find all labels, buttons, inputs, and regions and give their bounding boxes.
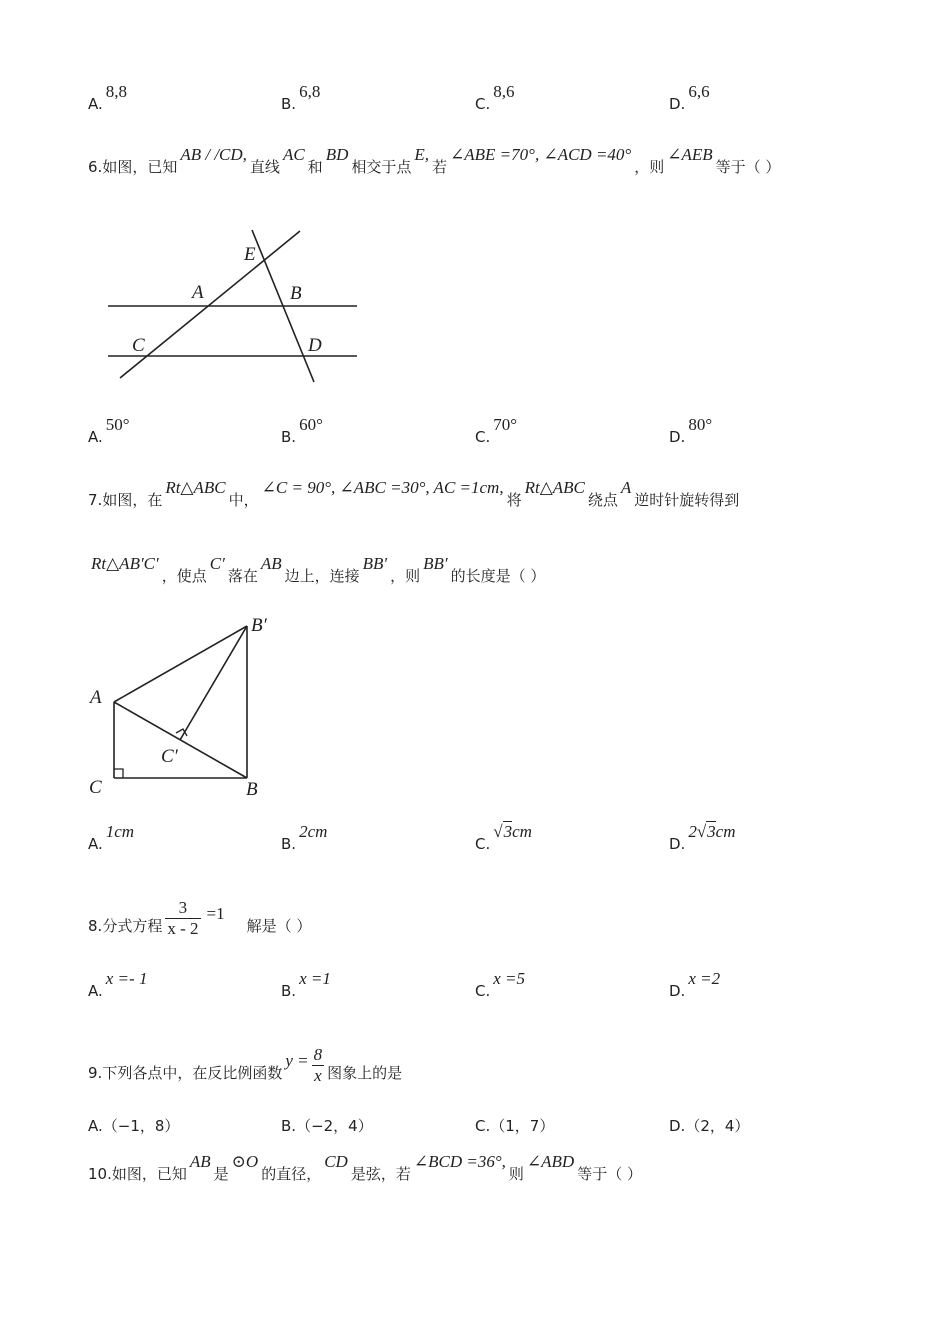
q8-text-1: 分式方程 <box>102 917 163 935</box>
option-radicand: 3 <box>707 822 716 841</box>
option-value <box>106 822 134 841</box>
q7-text-5: 逆时针旋转得到 <box>634 491 740 509</box>
q7-math-1: Rt△ABC <box>165 478 226 497</box>
option-value: （−2，4） <box>296 1117 373 1135</box>
q6-text-2: 直线 <box>249 158 280 176</box>
option-value <box>299 822 327 841</box>
q7-text-7: 落在 <box>227 567 258 585</box>
label-e: E <box>244 244 256 265</box>
q7-text-10: 的长度是（ ） <box>450 567 546 585</box>
fraction-numerator: 3 <box>178 898 188 917</box>
option-label: B. <box>281 1117 297 1135</box>
q8-equals: =1 <box>206 904 225 923</box>
q7-option-c[interactable] <box>475 822 535 854</box>
option-value: x =5 <box>493 969 526 988</box>
q9-fraction <box>312 1045 325 1086</box>
option-label: D. <box>669 428 686 446</box>
q7-question-line2 <box>88 554 546 586</box>
q10-math-1: AB <box>189 1152 211 1171</box>
label-a: A <box>192 282 204 303</box>
q10-math-3: CD <box>324 1152 348 1171</box>
label-c-prime: C′ <box>161 746 178 767</box>
q10-question <box>88 1152 642 1184</box>
option-label: A. <box>88 982 103 1000</box>
q7-math-8: BB′ <box>362 554 388 573</box>
q10-text-2: 是 <box>213 1165 229 1183</box>
option-label: D. <box>669 835 686 853</box>
option-label: C. <box>475 1117 491 1135</box>
option-label: D. <box>669 982 686 1000</box>
q9-lhs: y = <box>285 1051 309 1070</box>
label-a: A <box>90 687 102 708</box>
question-number: 7. <box>88 491 103 509</box>
q7-math-4: A <box>620 478 632 497</box>
q7-text-6: ，使点 <box>161 567 207 585</box>
q6-text-4: 相交于点 <box>351 158 412 176</box>
label-c: C <box>89 777 102 798</box>
option-label: D. <box>669 95 686 113</box>
q6-text-5: 若 <box>432 158 448 176</box>
q7-text-3: 将 <box>506 491 522 509</box>
q9-option-b[interactable] <box>281 1115 373 1136</box>
q7-option-b[interactable] <box>281 822 330 854</box>
q10-text-5: 则 <box>508 1165 524 1183</box>
q6-option-c[interactable] <box>475 415 520 447</box>
q7-text-2: 中， <box>228 491 259 509</box>
q7-text-4: 绕点 <box>587 491 618 509</box>
question-number: 6. <box>88 158 103 176</box>
question-number: 8. <box>88 917 103 935</box>
option-label: A. <box>88 835 103 853</box>
q10-math-5: ∠ABD <box>526 1152 575 1171</box>
option-label: B. <box>281 95 297 113</box>
q7-option-d[interactable] <box>669 822 739 854</box>
q7-math-3: Rt△ABC <box>524 478 585 497</box>
option-label: A. <box>88 95 103 113</box>
q9-text-1: 下列各点中，在反比例函数 <box>102 1064 283 1082</box>
fraction-denominator: x - 2 <box>167 919 199 938</box>
q8-text-2: 解是（ ） <box>246 917 312 935</box>
label-b: B <box>290 283 302 304</box>
right-angle-mark-c <box>114 769 123 778</box>
segment-ab-prime <box>114 626 247 702</box>
q10-math-4: ∠BCD =36°, <box>413 1152 506 1171</box>
option-label: C. <box>475 428 491 446</box>
option-unit: 1cm <box>105 822 135 841</box>
q5-option-d[interactable] <box>669 82 713 114</box>
q6-math-3: BD <box>325 145 349 164</box>
q7-option-a[interactable] <box>88 822 137 854</box>
q8-fraction <box>165 898 200 939</box>
option-value: 70° <box>493 415 518 434</box>
q10-text-1: 如图，已知 <box>111 1165 187 1183</box>
q6-math-5: ∠ABE =70°, ∠ACD =40° <box>450 145 632 164</box>
q5-option-c[interactable] <box>475 82 518 114</box>
option-unit: 2cm <box>299 822 328 841</box>
fraction-numerator: 8 <box>313 1045 323 1064</box>
option-value: 8,6 <box>493 82 515 101</box>
q7-text-8: 边上，连接 <box>284 567 360 585</box>
q6-option-d[interactable] <box>669 415 715 447</box>
option-label: B. <box>281 982 297 1000</box>
q6-figure <box>100 220 370 390</box>
fraction-denominator: x <box>314 1066 322 1085</box>
option-value: 8,8 <box>105 82 128 101</box>
option-coef: √ <box>493 822 503 841</box>
label-b-prime: B′ <box>251 615 267 636</box>
label-c: C <box>132 335 145 356</box>
option-value: 6,8 <box>299 82 321 101</box>
q6-option-b[interactable] <box>281 415 326 447</box>
option-label: D. <box>669 1117 686 1135</box>
q7-math-9: BB′ <box>423 554 448 573</box>
q5-option-a[interactable] <box>88 82 130 114</box>
q10-text-4: 是弦，若 <box>350 1165 411 1183</box>
option-value: 80° <box>688 415 713 434</box>
q8-option-c[interactable] <box>475 969 528 1001</box>
option-label: C. <box>475 835 491 853</box>
q5-option-b[interactable] <box>281 82 323 114</box>
q9-question <box>88 1045 403 1094</box>
question-number: 9. <box>88 1064 103 1082</box>
q6-text-7: 等于（ ） <box>715 158 781 176</box>
q8-option-d[interactable] <box>669 969 723 1001</box>
option-value: （−1，8） <box>102 1117 180 1135</box>
option-value: （1，7） <box>490 1117 555 1135</box>
q9-option-c[interactable] <box>475 1115 554 1136</box>
option-label: B. <box>281 835 297 853</box>
q7-math-6: C′ <box>209 554 225 573</box>
q10-math-2: ⊙O <box>231 1152 259 1171</box>
option-unit: cm <box>715 822 736 841</box>
label-d: D <box>308 335 322 356</box>
option-value: x =2 <box>688 969 721 988</box>
q6-question <box>88 145 781 177</box>
q10-text-3: 的直径， <box>261 1165 322 1183</box>
q7-figure <box>80 605 280 805</box>
q8-question <box>88 898 312 947</box>
option-value: x =- 1 <box>105 969 148 988</box>
q7-text-9: ，则 <box>390 567 421 585</box>
option-value <box>688 822 735 841</box>
q8-option-a[interactable] <box>88 969 150 1001</box>
option-value: 6,6 <box>688 82 710 101</box>
option-label: C. <box>475 95 491 113</box>
q6-math-1: AB / /CD, <box>180 145 247 164</box>
option-radicand: 3 <box>503 822 513 841</box>
q7-question-line1 <box>88 478 740 510</box>
q6-option-a[interactable] <box>88 415 133 447</box>
q9-option-d[interactable] <box>669 1115 749 1136</box>
q10-text-6: 等于（ ） <box>577 1165 642 1183</box>
q8-option-b[interactable] <box>281 969 334 1001</box>
q6-text-6: ，则 <box>634 158 665 176</box>
option-unit: cm <box>512 822 532 841</box>
question-number: 10. <box>88 1165 112 1183</box>
option-value: （2，4） <box>685 1117 750 1135</box>
q7-math-2: ∠C = 90°, ∠ABC =30°, AC =1cm, <box>261 478 504 497</box>
q7-text-1: 如图，在 <box>102 491 163 509</box>
option-value: x =1 <box>299 969 331 988</box>
option-label: C. <box>475 982 491 1000</box>
option-label: A. <box>88 428 103 446</box>
option-label: B. <box>281 428 297 446</box>
q7-math-7: AB <box>260 554 282 573</box>
q7-math-5: Rt△AB′C′ <box>91 554 159 573</box>
label-b: B <box>246 779 258 800</box>
q6-text-3: 和 <box>307 158 323 176</box>
q6-text-1: 如图，已知 <box>102 158 178 176</box>
q6-math-4: E, <box>414 145 430 164</box>
option-value <box>493 822 532 841</box>
option-value: 50° <box>105 415 130 434</box>
q9-option-a[interactable] <box>88 1115 179 1136</box>
q6-math-6: ∠AEB <box>667 145 713 164</box>
q6-math-2: AC <box>282 145 305 164</box>
segment-b-prime-c-prime <box>180 626 247 740</box>
q9-text-2: 图象上的是 <box>327 1064 403 1082</box>
option-coef: 2√ <box>688 822 707 841</box>
option-value: 60° <box>299 415 323 434</box>
option-label: A. <box>88 1117 103 1135</box>
